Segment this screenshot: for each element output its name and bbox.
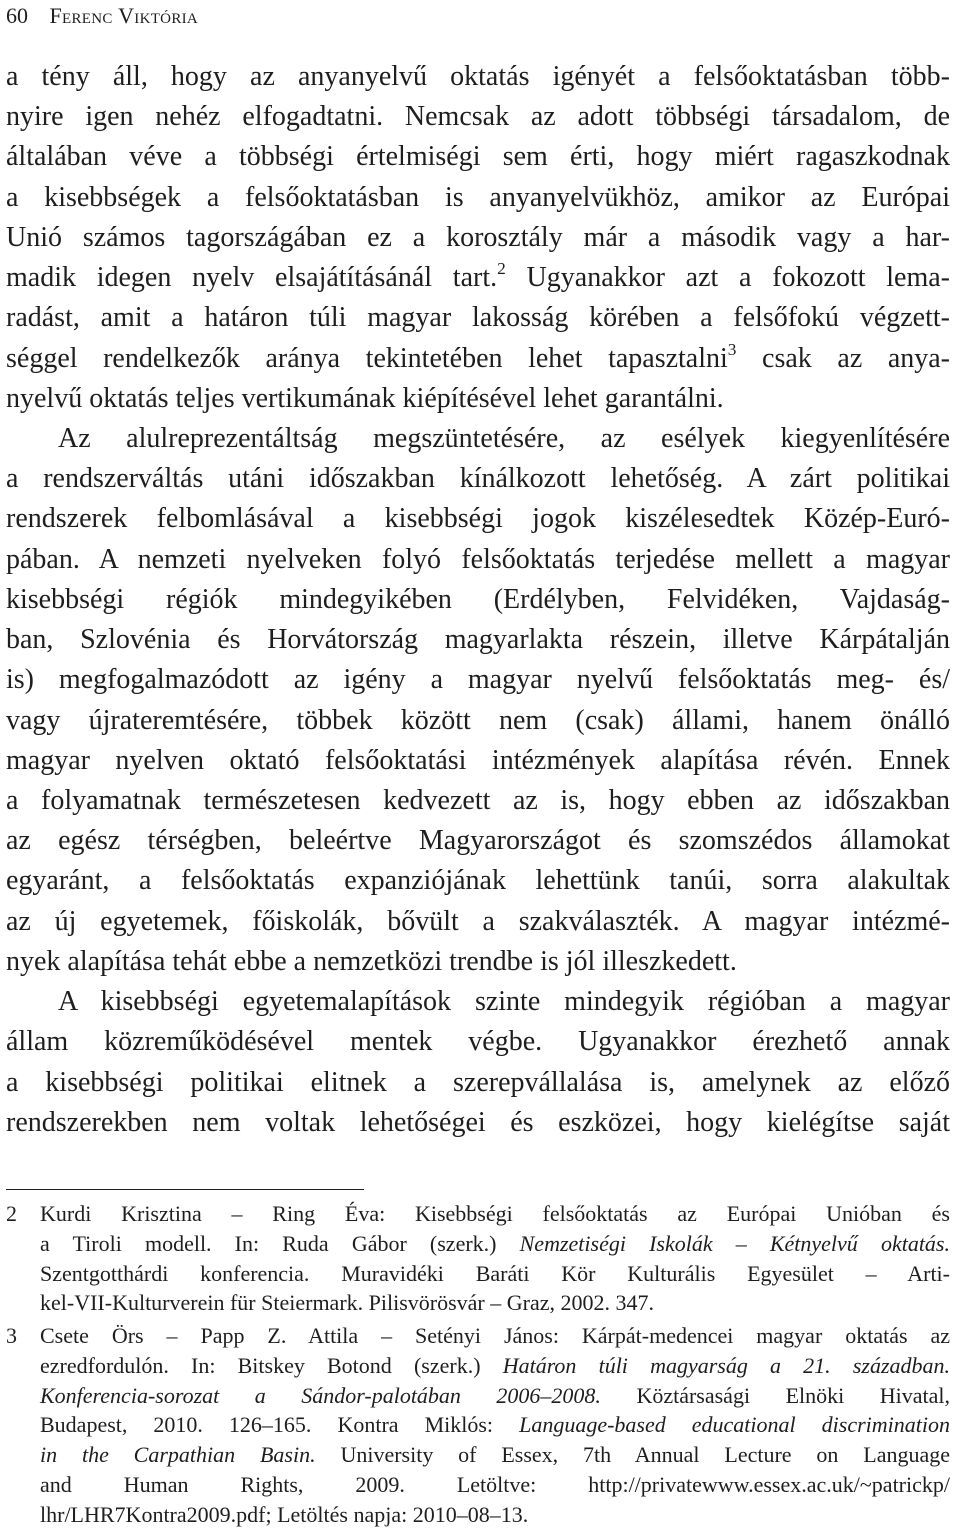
- body-line: az egész térségben, beleértve Magyarországot és szomszédos államokat: [6, 825, 950, 857]
- footnote-line: a Tiroli modell. In: Ruda Gábor (szerk.) Nemzetiségi Iskolák – Kétnyelvű oktatás.: [40, 1230, 950, 1256]
- body-line: rendszerekben nem voltak lehetőségei és eszközei, hogy kielégítse saját: [6, 1106, 950, 1138]
- body-line: egyaránt, a felsőoktatás expanziójának lehettünk tanúi, sorra alakultak: [6, 865, 950, 897]
- footnote-line: Budapest, 2010. 126–165. Kontra Miklós: Language-based educational discrimination: [40, 1412, 950, 1438]
- footnote-line: lhr/LHR7Kontra2009.pdf; Letöltés napja: 2010–08–13.: [40, 1501, 529, 1527]
- body-line: is) megfogalmazódott az igény a magyar nyelvű felsőoktatás meg- és/: [6, 664, 950, 696]
- body-line: ban, Szlovénia és Horvátország magyarlakta részein, illetve Kárpátalján: [6, 624, 950, 656]
- body-line: nyelvű oktatás teljes vertikumának kiépítésével lehet garantálni.: [6, 382, 724, 414]
- body-line: séggel rendelkezők aránya tekintetében lehet tapasztalni$^3$ csak az anya-: [6, 339, 950, 374]
- body-line: magyar nyelven oktató felsőoktatási intézmények alapítása révén. Ennek: [6, 744, 950, 776]
- footnote-number: 2: [6, 1201, 17, 1226]
- body-line: vagy újrateremtésére, többek között nem (csak) állami, hanem önálló: [6, 704, 950, 736]
- footnote-line: Kurdi Krisztina – Ring Éva: Kisebbségi felsőoktatás az Európai Unióban és: [40, 1201, 950, 1226]
- footnote-line: Szentgotthárdi konferencia. Muravidéki Baráti Kör Kulturális Egyesület – Arti-: [40, 1260, 950, 1286]
- body-line: a folyamatnak természetesen kedvezett az is, hogy ebben az időszakban: [6, 785, 950, 816]
- footnote-line: kel-VII-Kulturverein für Steiermark. Pilisvörösvár – Graz, 2002. 347.: [40, 1290, 655, 1316]
- body-line: A kisebbségi egyetemalapítások szinte mindegyik régióban a magyar: [58, 986, 950, 1018]
- body-line: a kisebbségi politikai elitnek a szerepvállalása is, amelynek az előző: [6, 1066, 950, 1098]
- running-head-author: Ferenc Viktória: [49, 3, 199, 28]
- body-line: radást, amit a határon túli magyar lakosság körében a felsőfokú végzett-: [6, 302, 950, 334]
- body-line: a rendszerváltás utáni időszakban kínálkozott lehetőség. A zárt politikai: [6, 463, 950, 495]
- footnote-separator: [6, 1189, 364, 1190]
- body-line: állam közreműködésével mentek végbe. Ugyanakkor érezhető annak: [6, 1026, 950, 1058]
- footnote-line: in the Carpathian Basin. University of Essex, 7th Annual Lecture on Language: [40, 1442, 950, 1468]
- page-number: 60: [6, 3, 28, 28]
- body-line: a kisebbségek a felsőoktatásban is anyanyelvükhöz, amikor az Európai: [6, 181, 950, 213]
- body-line: Unió számos tagországában ez a korosztály már a második vagy a har-: [6, 221, 950, 253]
- body-line: általában véve a többségi értelmiségi sem érti, hogy miért ragaszkodnak: [6, 141, 950, 173]
- body-line: kisebbségi régiók mindegyikében (Erdélyben, Felvidéken, Vajdaság-: [6, 583, 950, 615]
- body-line: nyek alapítása tehát ebbe a nemzetközi trendbe is jól illeszkedett.: [6, 945, 737, 977]
- footnote-number: 3: [6, 1323, 17, 1348]
- body-line: az új egyetemek, főiskolák, bővült a szakválaszték. A magyar intézmé-: [6, 905, 950, 937]
- body-line: Az alulreprezentáltság megszüntetésére, az esélyek kiegyenlítésére: [58, 423, 950, 454]
- body-line: nyire igen nehéz elfogadtatni. Nemcsak az adott többségi társadalom, de: [6, 101, 950, 133]
- body-line: rendszerek felbomlásával a kisebbségi jogok kiszélesedtek Közép-Euró-: [6, 503, 950, 535]
- body-line: madik idegen nyelv elsajátításánál tart.$^2$ Ugyanakkor azt a fokozott lema-: [6, 258, 950, 294]
- footnote-line: ezredfordulón. In: Bitskey Botond (szerk.) Határon túli magyarság a 21. században.: [40, 1352, 951, 1378]
- body-line: pában. A nemzeti nyelveken folyó felsőoktatás terjedése mellett a magyar: [6, 543, 950, 575]
- footnote-ref: 3: [727, 339, 737, 359]
- footnote-ref: 2: [497, 258, 506, 278]
- footnote-line: and Human Rights, 2009. Letöltve: http://privatewww.essex.ac.uk/~patrickp/: [40, 1472, 950, 1497]
- body-line: a tény áll, hogy az anyanyelvű oktatás igényét a felsőoktatásban több-: [6, 61, 950, 92]
- running-header: [6, 0, 198, 32]
- footnote-line: Csete Örs – Papp Z. Attila – Setényi János: Kárpát-medencei magyar oktatás az: [40, 1323, 950, 1348]
- footnote-line: Konferencia-sorozat a Sándor-palotában 2006–2008. Köztársasági Elnöki Hivatal,: [40, 1382, 950, 1408]
